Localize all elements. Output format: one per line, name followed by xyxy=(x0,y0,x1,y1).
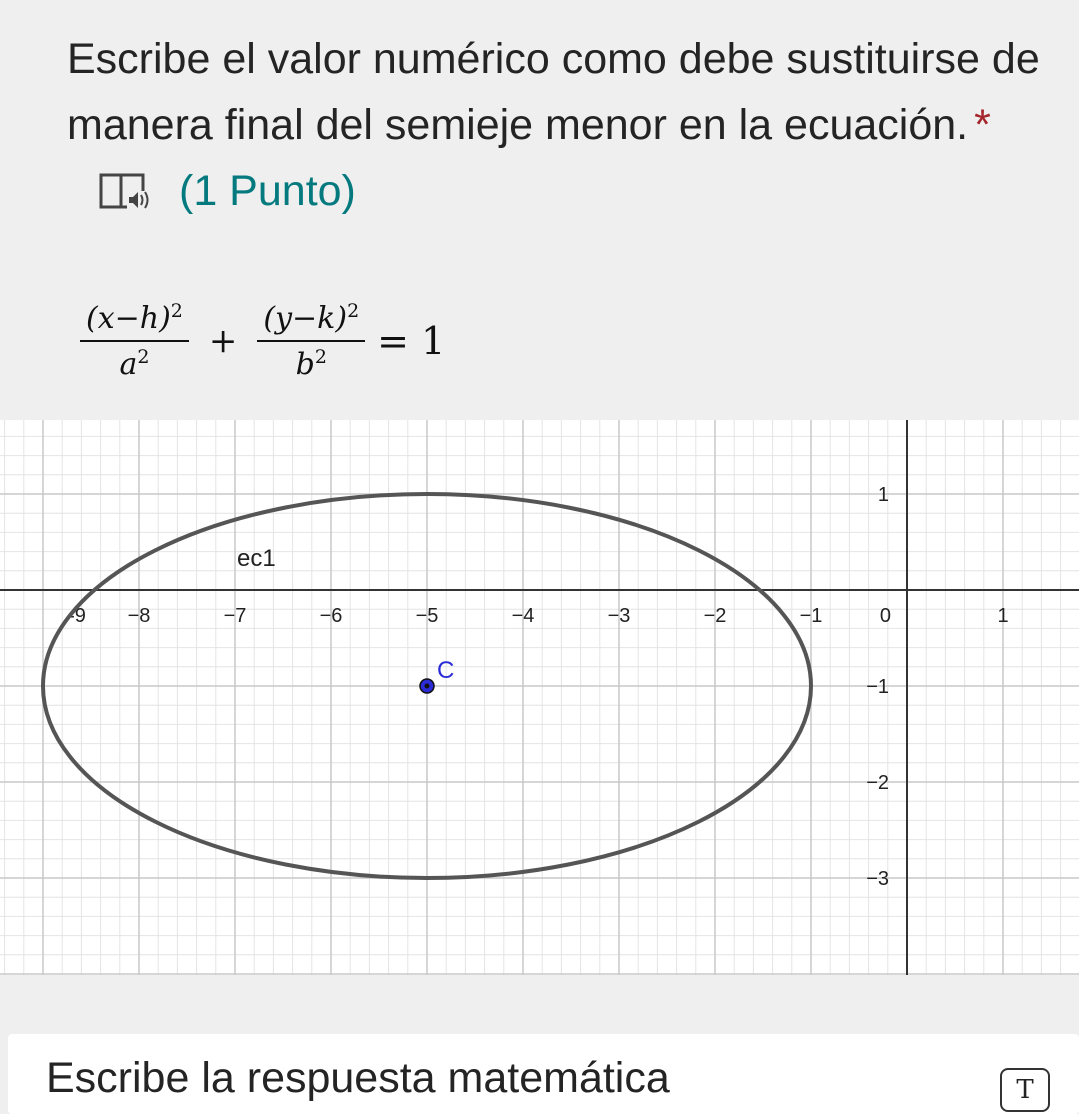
question-text-block xyxy=(67,26,1057,224)
x-tick-label: −2 xyxy=(703,605,727,627)
text-format-button[interactable]: T xyxy=(1000,1068,1050,1112)
x-tick-label: −3 xyxy=(607,605,631,627)
points-label: (1 Punto) xyxy=(179,167,356,215)
x-den-exponent: 2 xyxy=(137,346,150,368)
answer-input[interactable] xyxy=(8,1034,1079,1114)
fraction-x-term xyxy=(80,300,189,382)
x-term-numerator: (x−h) xyxy=(86,301,171,336)
y-term-denominator: b xyxy=(295,347,315,382)
y-tick-label: −2 xyxy=(866,772,889,794)
question-text: Escribe el valor numérico como debe sustituirse de manera final del semieje menor en la ecuación. xyxy=(67,35,1040,149)
immersive-reader-icon[interactable] xyxy=(97,166,153,210)
center-point-label: C xyxy=(437,657,455,684)
x-tick-label: -9 xyxy=(68,605,86,627)
graph-canvas[interactable] xyxy=(0,420,1079,975)
curve-label: ec1 xyxy=(237,545,276,572)
x-tick-label: −4 xyxy=(511,605,535,627)
x-term-denominator: a xyxy=(119,347,138,382)
ellipse-formula xyxy=(72,300,457,382)
graph-panel[interactable] xyxy=(0,420,1079,975)
x-tick-label: 1 xyxy=(997,605,1009,627)
fraction-y-term xyxy=(257,300,365,382)
x-tick-label: −7 xyxy=(223,605,247,627)
center-point-dot xyxy=(425,684,430,689)
required-marker: * xyxy=(974,101,991,149)
plus-sign: + xyxy=(208,321,238,361)
x-tick-label: 0 xyxy=(879,605,891,627)
x-tick-label: −8 xyxy=(127,605,151,627)
y-term-exponent: 2 xyxy=(347,300,360,322)
x-term-exponent: 2 xyxy=(170,300,183,322)
equals-one: = 1 xyxy=(377,319,446,363)
y-tick-label: −3 xyxy=(866,868,889,890)
y-tick-label: 1 xyxy=(877,484,889,506)
x-tick-label: −6 xyxy=(319,605,343,627)
y-term-numerator: (y−k) xyxy=(263,301,348,336)
y-tick-label: −1 xyxy=(866,676,889,698)
answer-placeholder: Escribe la respuesta matemática xyxy=(46,1054,670,1102)
x-tick-label: −5 xyxy=(415,605,439,627)
y-den-exponent: 2 xyxy=(314,346,327,368)
x-tick-label: −1 xyxy=(799,605,823,627)
